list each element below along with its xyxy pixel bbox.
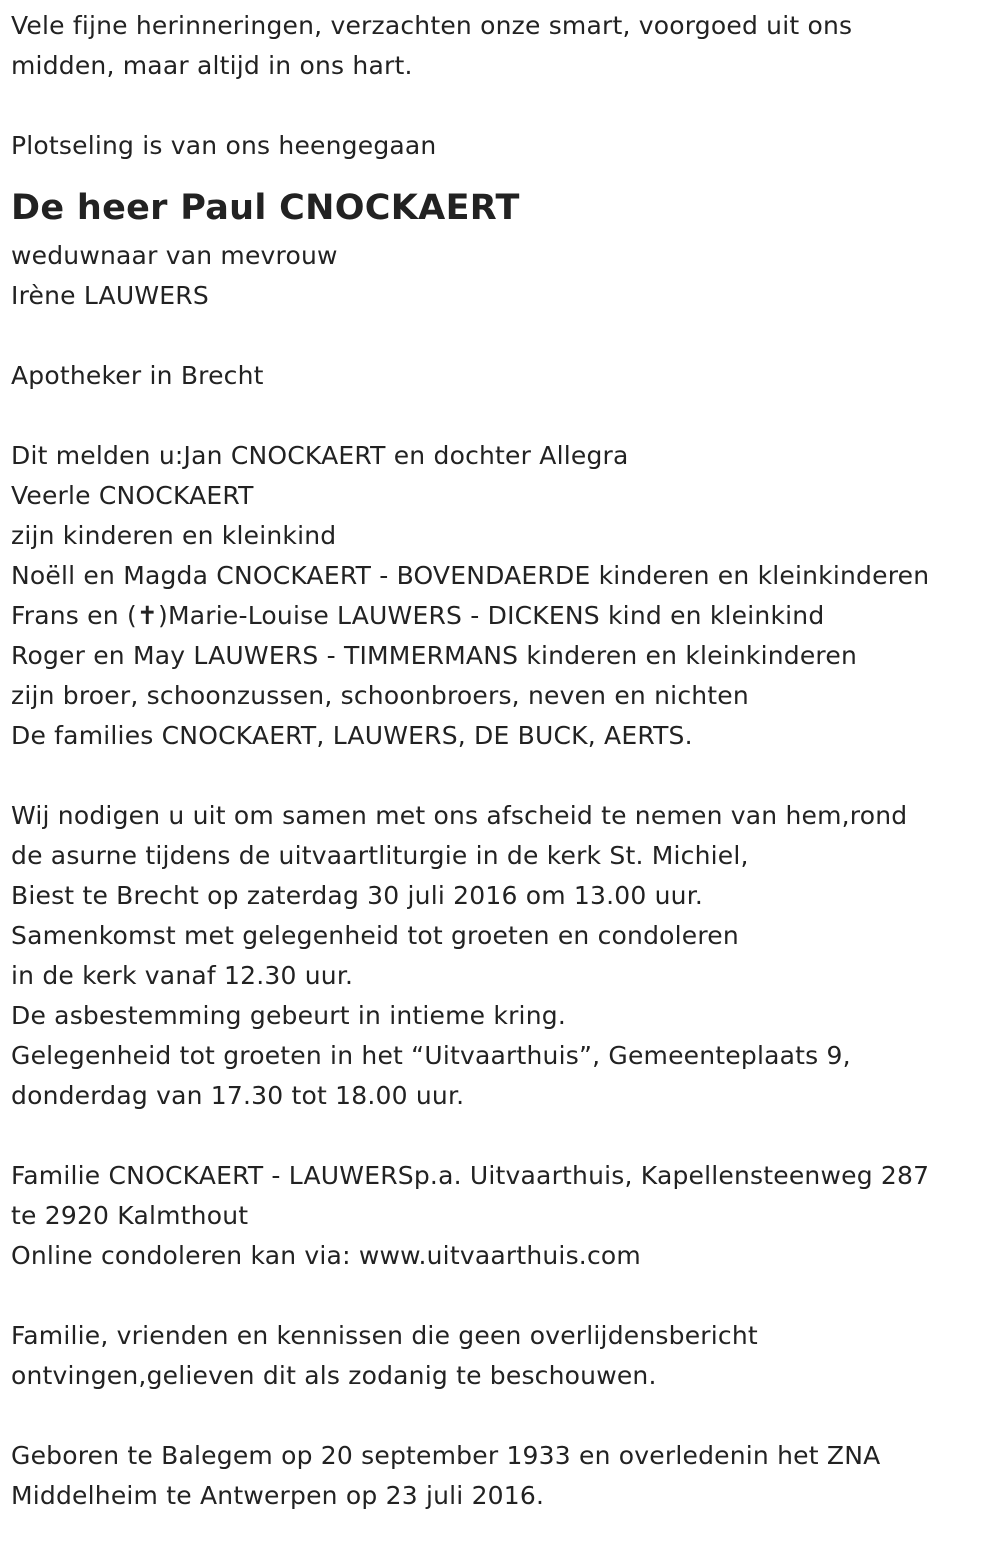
family-line: zijn kinderen en kleinkind xyxy=(11,521,337,550)
obituary-document xyxy=(11,6,991,1516)
contact-line: te 2920 Kalmthout xyxy=(11,1201,249,1230)
birth-death-section xyxy=(11,1436,991,1516)
spacer xyxy=(11,1276,991,1316)
intro-text: Plotseling is van ons heengegaan xyxy=(11,131,437,160)
contact-line: Online condoleren kan via: www.uitvaarthuis.com xyxy=(11,1241,641,1270)
ceremony-line: donderdag van 17.30 tot 18.00 uur. xyxy=(11,1081,465,1110)
ceremony-line: de asurne tijdens de uitvaartliturgie in de kerk St. Michiel, xyxy=(11,841,749,870)
spacer xyxy=(11,1116,991,1156)
ceremony-line: in de kerk vanaf 12.30 uur. xyxy=(11,961,354,990)
family-line: Veerle CNOCKAERT xyxy=(11,481,254,510)
family-line: Frans en (✝)Marie-Louise LAUWERS - DICKENS kind en kleinkind xyxy=(11,601,825,630)
ceremony-section xyxy=(11,796,991,1116)
ceremony-line: Biest te Brecht op zaterdag 30 juli 2016 om 13.00 uur. xyxy=(11,881,704,910)
birth-death-line: Middelheim te Antwerpen op 23 juli 2016. xyxy=(11,1481,545,1510)
ceremony-line: Gelegenheid tot groeten in het “Uitvaarthuis”, Gemeenteplaats 9, xyxy=(11,1041,851,1070)
profession-text: Apotheker in Brecht xyxy=(11,361,264,390)
family-line: zijn broer, schoonzussen, schoonbroers, neven en nichten xyxy=(11,681,749,710)
notice-line: Familie, vrienden en kennissen die geen overlijdensbericht xyxy=(11,1321,758,1350)
widower-line-2: Irène LAUWERS xyxy=(11,281,209,310)
spacer xyxy=(11,86,991,126)
opening-line-2: midden, maar altijd in ons hart. xyxy=(11,51,413,80)
family-section xyxy=(11,436,991,756)
ceremony-line: Wij nodigen u uit om samen met ons afscheid te nemen van hem,rond xyxy=(11,801,908,830)
spacer xyxy=(11,756,991,796)
deceased-name: De heer Paul CNOCKAERT xyxy=(11,188,520,228)
ceremony-line: Samenkomst met gelegenheid tot groeten en condoleren xyxy=(11,921,739,950)
notice-section xyxy=(11,1316,991,1396)
spacer xyxy=(11,396,991,436)
spacer xyxy=(11,316,991,356)
contact-line: Familie CNOCKAERT - LAUWERSp.a. Uitvaarthuis, Kapellensteenweg 287 xyxy=(11,1161,930,1190)
notice-line: ontvingen,gelieven dit als zodanig te beschouwen. xyxy=(11,1361,657,1390)
family-line: Roger en May LAUWERS - TIMMERMANS kinderen en kleinkinderen xyxy=(11,641,857,670)
widower-line-1: weduwnaar van mevrouw xyxy=(11,241,338,270)
family-line: De families CNOCKAERT, LAUWERS, DE BUCK, AERTS. xyxy=(11,721,693,750)
spacer xyxy=(11,1396,991,1436)
birth-death-line: Geboren te Balegem op 20 september 1933 en overledenin het ZNA xyxy=(11,1441,881,1470)
family-line: Noëll en Magda CNOCKAERT - BOVENDAERDE kinderen en kleinkinderen xyxy=(11,561,930,590)
ceremony-line: De asbestemming gebeurt in intieme kring. xyxy=(11,1001,566,1030)
opening-verse xyxy=(11,6,991,86)
opening-line-1: Vele fijne herinneringen, verzachten onze smart, voorgoed uit ons xyxy=(11,11,853,40)
contact-section xyxy=(11,1156,991,1276)
family-line: Dit melden u:Jan CNOCKAERT en dochter Allegra xyxy=(11,441,629,470)
